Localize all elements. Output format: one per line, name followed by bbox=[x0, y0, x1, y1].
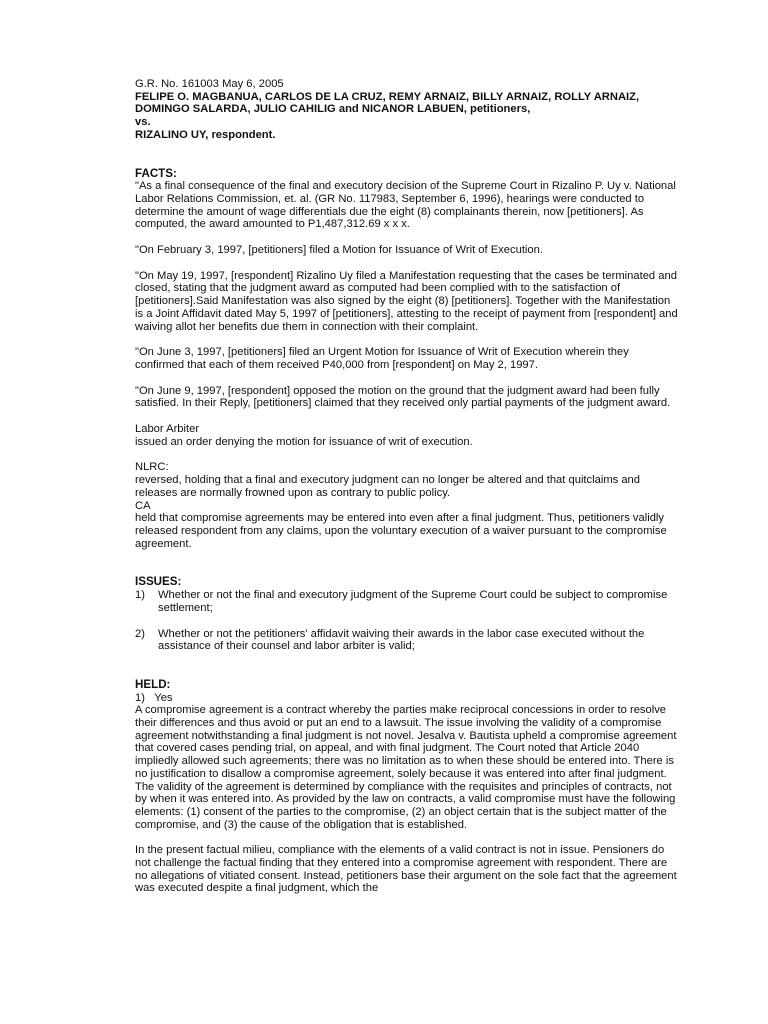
held-paragraph: In the present factual milieu, compliance with the elements of a valid contract is not in issue. Pensioners do not challenge the factual finding that they entered into a compromise agreement with respondent. There are no allegations of vitiated consent. Instead, petitioners base their argument on the sole fact that the agreement was executed despite a final judgment, which the bbox=[135, 844, 677, 895]
held-answer-line bbox=[135, 692, 680, 705]
ca-ruling: held that compromise agreements may be entered into even after a final judgment. Thus, petitioners validly released respondent from any claims, upon the voluntary execution of a waiver pursuant to the compromise agreement. bbox=[135, 512, 667, 550]
nlrc-label: NLRC: bbox=[135, 461, 169, 474]
issue-number: 1) bbox=[135, 589, 145, 602]
petitioners-line: FELIPE O. MAGBANUA, CARLOS DE LA CRUZ, REMY ARNAIZ, BILLY ARNAIZ, ROLLY ARNAIZ, DOMINGO SALARDA, JULIO CAHILIG and NICANOR LABUEN, petitioners, bbox=[135, 90, 640, 116]
facts-paragraph: "On June 9, 1997, [respondent] opposed the motion on the ground that the judgment award had been fully satisfied. In their Reply, [petitioners] claimed that they received only partial payments of the judgment award. bbox=[135, 384, 671, 410]
respondent-line: RIZALINO UY, respondent. bbox=[135, 128, 276, 141]
nlrc-ruling: reversed, holding that a final and executory judgment can no longer be altered and that quitclaims and releases are normally frowned upon as contrary to public policy. bbox=[135, 474, 641, 499]
held-answer-number: 1) bbox=[135, 691, 145, 704]
issue-item bbox=[135, 589, 680, 614]
facts-paragraph: "On June 3, 1997, [petitioners] filed an Urgent Motion for Issuance of Writ of Execution wherein they confirmed that each of them received P40,000 from [respondent] on May 2, 1997. bbox=[135, 346, 629, 371]
issue-item bbox=[135, 628, 680, 653]
labor-arbiter-label: Labor Arbiter bbox=[135, 423, 200, 436]
held-paragraph: A compromise agreement is a contract whereby the parties make reciprocal concessions in order to resolve their differences and thus avoid or put an end to a lawsuit. The issue involving the validity of a compromise agreement notwithstanding a final judgment is not novel. Jesalva v. Bautista upheld a compromise agreement that covered cases pending trial, on appeal, and with final judgment. The Court noted that Article 2040 impliedly allowed such agreements; there was no limitation as to when these should be entered into. There is no justification to disallow a compromise agreement, solely because it was entered into after final judgment. The validity of the agreement is determined by compliance with the requisites and principles of contracts, not by when it was entered into. As provided by the law on contracts, a valid compromise must have the following elements: (1) consent of the parties to the compromise, (2) an object certain that is the subject matter of the compromise, and (3) the cause of the obligation that is established. bbox=[135, 704, 677, 831]
case-citation: G.R. No. 161003 May 6, 2005 bbox=[135, 78, 284, 90]
issue-text: Whether or not the petitioners' affidavit waiving their awards in the labor case executed without the assistance of their counsel and labor arbiter is valid; bbox=[158, 627, 645, 653]
labor-arbiter-ruling: issued an order denying the motion for issuance of writ of execution. bbox=[135, 435, 473, 448]
document-body bbox=[135, 78, 680, 895]
facts-paragraph: "On May 19, 1997, [respondent] Rizalino Uy filed a Manifestation requesting that the cases be terminated and closed, stating that the judgment award as computed had been complied with to the satisfaction of [petitioners].Said Manifestation was also signed by the eight (8) [petitioners]. Together with the Manifestation is a Joint Affidavit dated May 5, 1997 of [petitioners], attesting to the receipt of payment from [respondent] and waiving allot her benefits due them in connection with their complaint. bbox=[135, 269, 678, 333]
issues-list bbox=[135, 589, 680, 653]
issue-text: Whether or not the final and executory judgment of the Supreme Court could be subject to compromise settlement; bbox=[158, 589, 668, 614]
held-heading: HELD: bbox=[135, 677, 171, 691]
versus-line: vs. bbox=[135, 116, 151, 129]
issues-heading: ISSUES: bbox=[135, 575, 182, 589]
facts-paragraph: "As a final consequence of the final and executory decision of the Supreme Court in Rizalino P. Uy v. National Labor Relations Commission, et. al. (GR No. 117983, September 6, 1996), hearings were conducted to determine the amount of wage differentials due the eight (8) complainants therein, now [petitioners]. As computed, the award amounted to P1,487,312.69 x x x. bbox=[135, 180, 676, 231]
facts-paragraph: "On February 3, 1997, [petitioners] filed a Motion for Issuance of Writ of Execution. bbox=[135, 244, 543, 257]
issue-number: 2) bbox=[135, 627, 145, 640]
held-answer: Yes bbox=[154, 691, 173, 704]
facts-heading: FACTS: bbox=[135, 166, 177, 180]
ca-label: CA bbox=[135, 499, 151, 512]
